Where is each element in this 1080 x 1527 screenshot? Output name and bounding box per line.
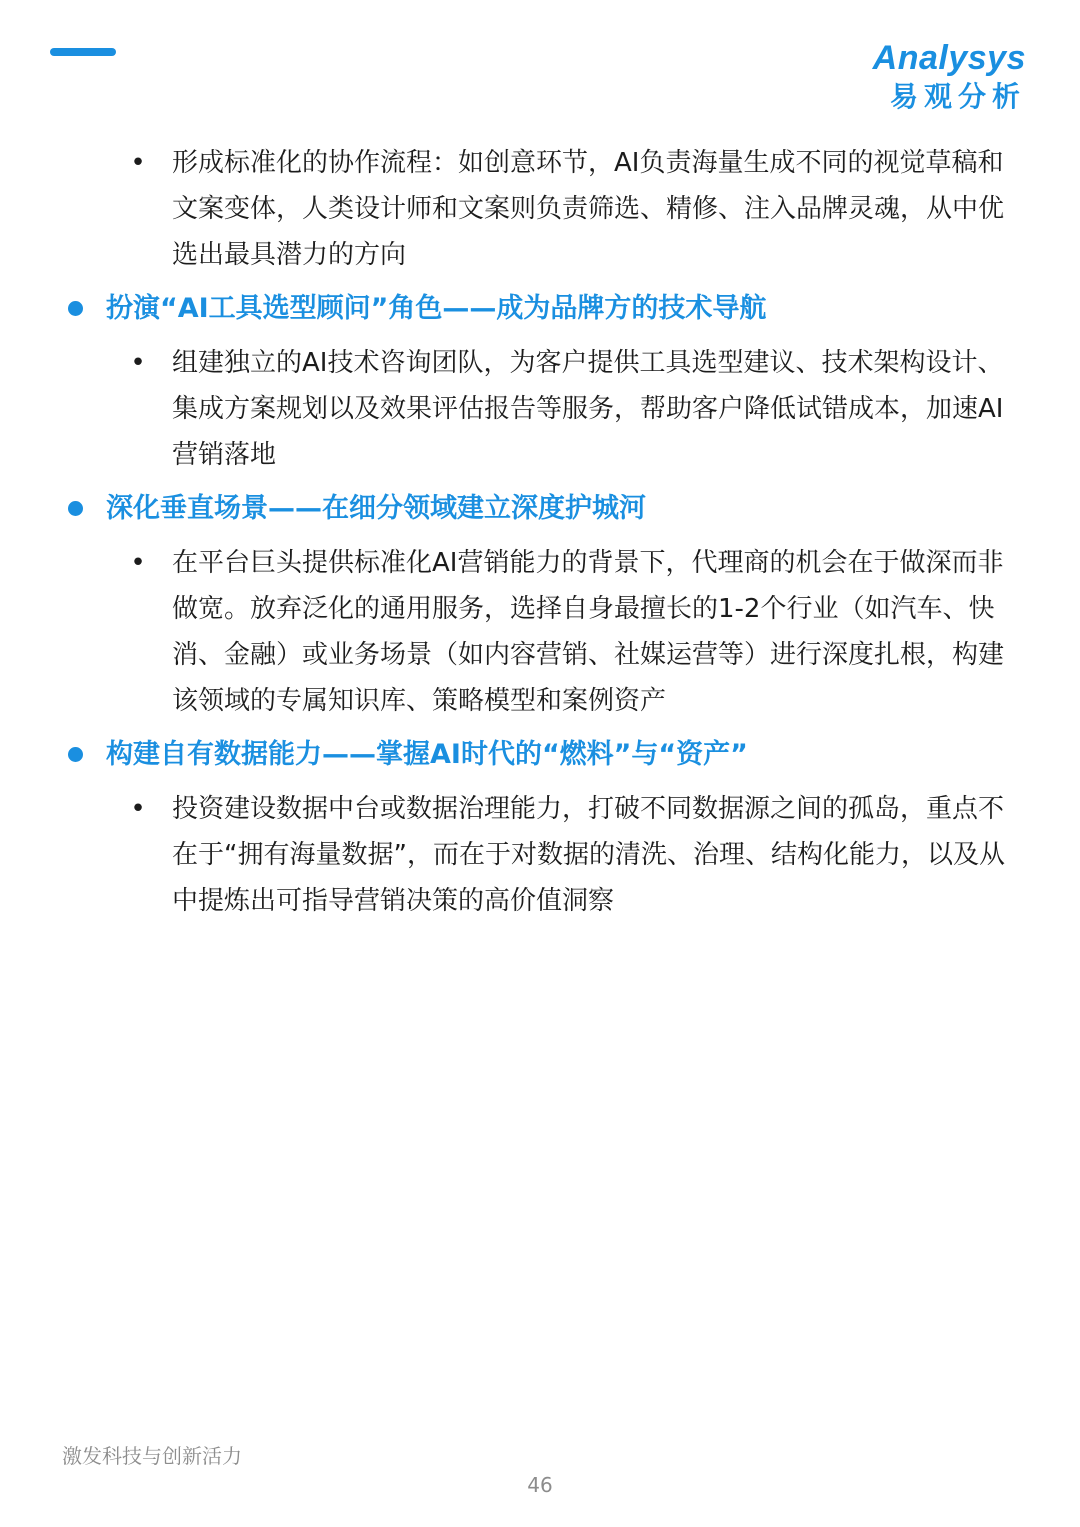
section-heading-text: 构建自有数据能力——掌握AI时代的“燃料”与“资产” [106, 739, 748, 770]
logo-chinese: 易观分析 [889, 80, 1026, 113]
bullet-dot-icon [68, 747, 83, 762]
section-heading-text: 扮演“AI工具选型顾问”角色——成为品牌方的技术导航 [106, 293, 767, 324]
sub-item-text: 投资建设数据中台或数据治理能力，打破不同数据源之间的孤岛，重点不在于“拥有海量数据”，而在于对数据的清洗、治理、结构化能力，以及从中提炼出可指导营销决策的高价值洞察 [172, 794, 1005, 916]
sub-list-item [0, 786, 1080, 924]
section-heading [0, 286, 1080, 332]
page-content [0, 140, 1080, 924]
sub-list-item [0, 140, 1080, 278]
sub-list-item [0, 340, 1080, 478]
bullet-icon: • [130, 548, 146, 578]
page-number: 46 [527, 1473, 553, 1497]
bullet-dot-icon [68, 501, 83, 516]
sub-list-item [0, 540, 1080, 724]
bullet-icon: • [130, 794, 146, 824]
brand-logo [873, 38, 1026, 114]
section-heading-text: 深化垂直场景——在细分领域建立深度护城河 [106, 493, 646, 524]
bullet-icon: • [130, 348, 146, 378]
footer-slogan: 激发科技与创新活力 [62, 1444, 242, 1468]
section-heading [0, 486, 1080, 532]
logo-english: Analysys [872, 39, 1026, 77]
sub-item-text: 组建独立的AI技术咨询团队，为客户提供工具选型建议、技术架构设计、集成方案规划以及效果评估报告等服务，帮助客户降低试错成本，加速AI营销落地 [172, 348, 1004, 470]
bullet-icon: • [130, 148, 146, 178]
bullet-dot-icon [68, 301, 83, 316]
sub-item-text: 在平台巨头提供标准化AI营销能力的背景下，代理商的机会在于做深而非做宽。放弃泛化的通用服务，选择自身最擅长的1-2个行业（如汽车、快消、金融）或业务场景（如内容营销、社媒运营等）进行深度扎根，构建该领域的专属知识库、策略模型和案例资产 [172, 548, 1005, 716]
top-accent-bar [50, 48, 116, 56]
section-heading [0, 732, 1080, 778]
sub-item-text: 形成标准化的协作流程：如创意环节，AI负责海量生成不同的视觉草稿和文案变体，人类设计师和文案则负责筛选、精修、注入品牌灵魂，从中优选出最具潜力的方向 [172, 148, 1005, 270]
